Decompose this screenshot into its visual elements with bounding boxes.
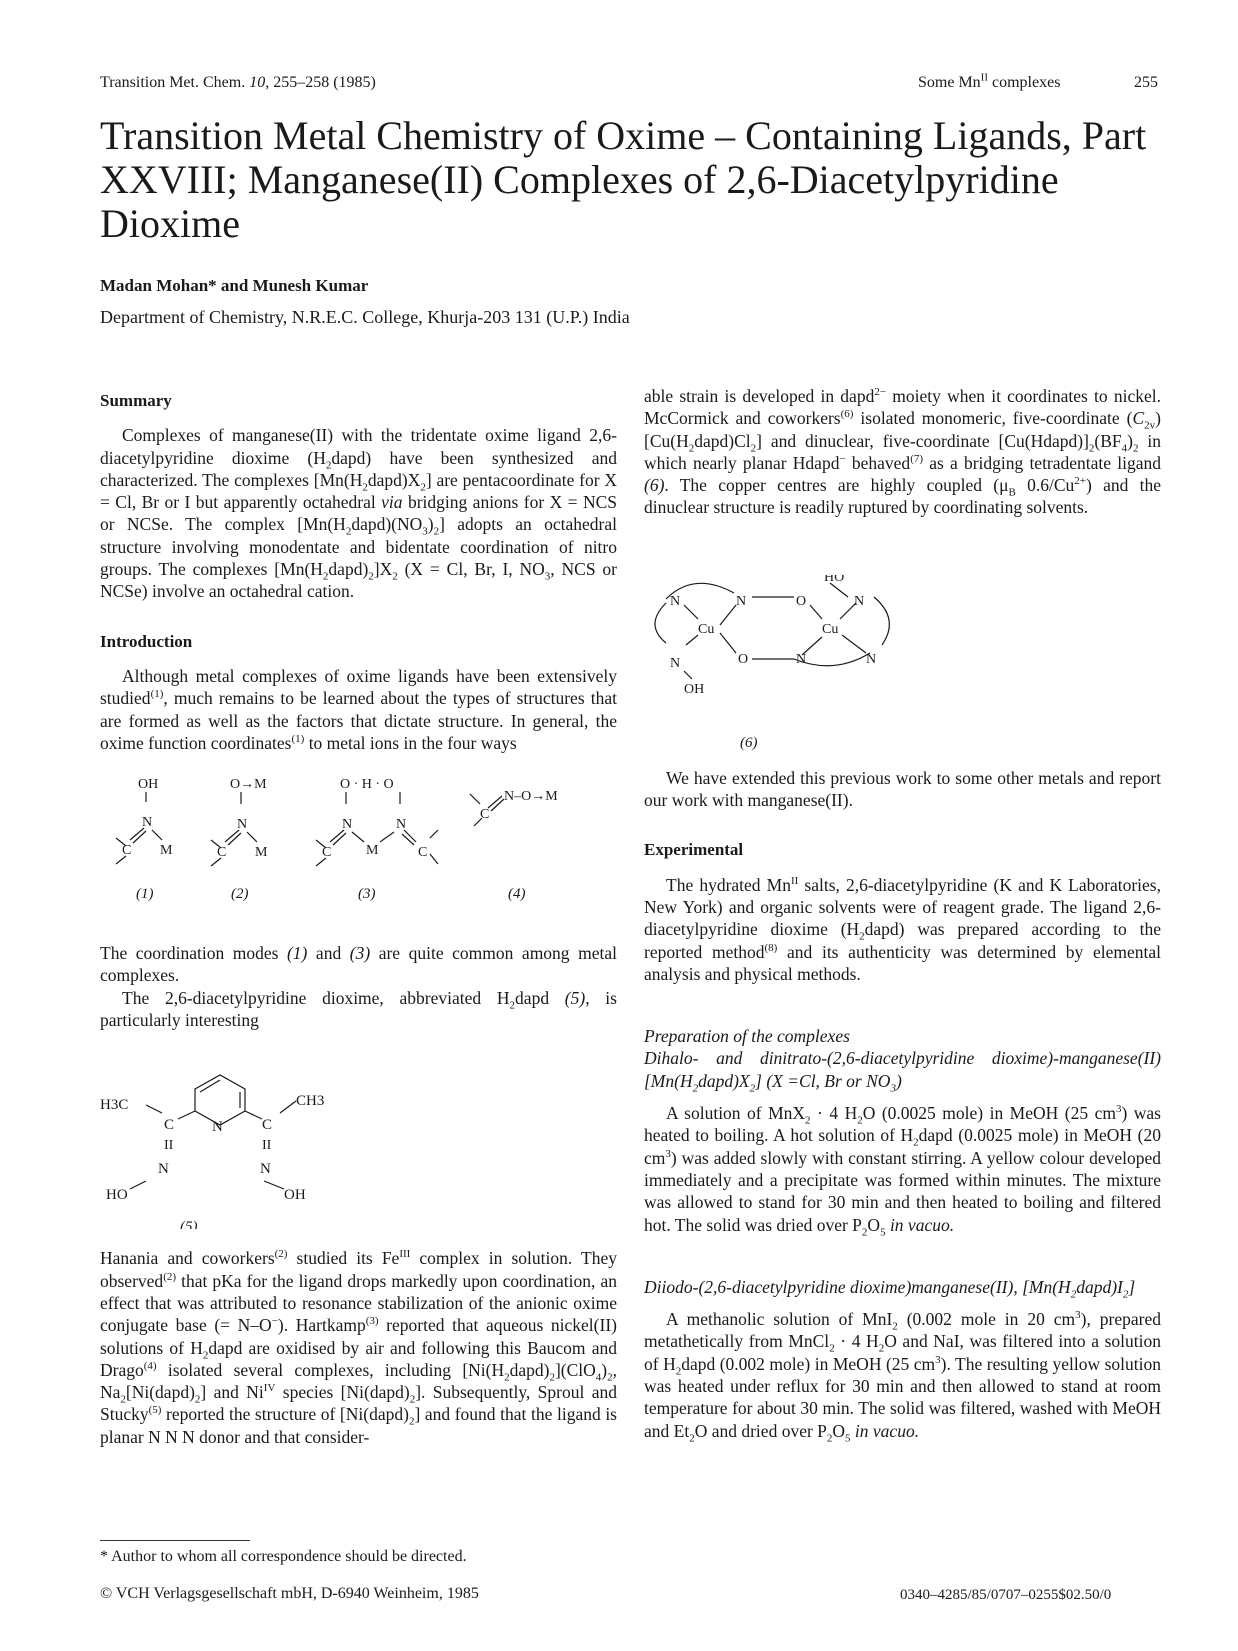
dihalo-procedure [644, 1102, 1161, 1239]
text: isolated several complexes, including [Ni(H [156, 1359, 505, 1380]
text: (5) [564, 987, 586, 1008]
text: to metal ions in the four ways [304, 732, 517, 753]
n-atom: N [212, 1119, 223, 1136]
text: via [381, 492, 403, 513]
oxime-c: C [322, 845, 332, 861]
preparation-heading: Preparation of the complexes [644, 1026, 850, 1047]
text: ). Hartkamp [277, 1315, 366, 1336]
diacetylpyridine-dioxime-structure [100, 1039, 617, 1229]
label-6: (6) [740, 734, 758, 751]
ho-group: HO [824, 574, 845, 585]
sub: 4 [1121, 442, 1128, 455]
sup: 3 [935, 1353, 941, 1366]
sub: B [1008, 486, 1016, 499]
c-atom: C [262, 1117, 273, 1134]
left-column [100, 390, 617, 1448]
text: ] and Ni [200, 1382, 264, 1403]
text: dapd)Cl [694, 430, 751, 451]
text: able strain is developed in dapd [644, 386, 875, 406]
diiodo-procedure [644, 1308, 1162, 1445]
text: · 4 H [810, 1103, 858, 1124]
double-bond: II [262, 1138, 272, 1154]
text: that pKa for the ligand drops markedly upon coordination, an effect that was attributed to resonance stabilization of the anionic oxime conjugate base (= N–O [100, 1270, 617, 1336]
sub: 2 [409, 1393, 416, 1406]
text: are quite common among metal complexes. [100, 943, 617, 986]
ref: (2) [163, 1270, 177, 1283]
oxime-n: N [396, 817, 407, 833]
text: Dihalo- and dinitrato-(2,6-diacetylpyridine dioxime)-manganese(II)[Mn(H [644, 1048, 1161, 1091]
text: , is particularly interesting [100, 987, 617, 1031]
text: ] [1128, 1276, 1136, 1297]
text: dapd (0.002 mole) in MeOH (25 cm [681, 1353, 936, 1374]
text: O [832, 1420, 846, 1441]
text: dapd are oxidised by air and following this Baucom and Drago [100, 1337, 617, 1380]
text: ) [601, 1359, 608, 1380]
text: in which nearly planar Hdapd [644, 430, 1161, 473]
oxime-c: C [217, 845, 227, 861]
cu-atom: Cu [822, 621, 839, 637]
text: species [Ni(dapd) [275, 1382, 410, 1403]
sub: 2 [325, 459, 332, 472]
intro-paragraph-4 [100, 1247, 617, 1448]
text: ) [895, 1070, 902, 1091]
text: reported that aqueous nickel(II) solutions of H [100, 1315, 617, 1358]
sub: 2 [692, 1082, 699, 1095]
ref: (6) [840, 408, 854, 421]
running-title-sup: II [980, 71, 988, 84]
text: ), prepared metathetically from MnCl [644, 1309, 1161, 1352]
sub: 2 [1132, 442, 1139, 455]
ref: (1) [150, 688, 164, 701]
journal-pages: , 255–258 (1985) [265, 74, 376, 91]
double-bond: II [164, 1138, 174, 1154]
oxime-n: N [142, 815, 153, 831]
ref: (7) [910, 453, 924, 466]
o-atom: O [738, 651, 749, 667]
text: , Na [100, 1359, 617, 1403]
oxime-coordination-modes [100, 770, 617, 940]
text: ) was added slowly with constant stirring. A yellow colour developed immediately and a precipitate was formed within minutes. The mixture was allowed to stand for 30 min and then heated to boiling and filtered hot. The solid was dried over P [644, 1147, 1161, 1235]
text: ) [427, 514, 434, 535]
text: dapd)I [1076, 1276, 1123, 1297]
text: C [1132, 408, 1145, 429]
sup: − [839, 453, 846, 466]
text: (3) [349, 943, 371, 964]
n-atom: N [670, 593, 681, 609]
text: O and NaI, was filtered into a solution of H [644, 1331, 1162, 1374]
article-code: 0340–4285/85/0707–0255$02.50/0 [900, 1587, 1112, 1603]
ref: (4) [143, 1360, 157, 1372]
article-title: Transition Metal Chemistry of Oxime – Containing Ligands, Part XXVIII; Manganese(II) Complexes of 2,6-Diacetylpyridine Dioxime [100, 113, 1147, 246]
sub: 2 [675, 1365, 682, 1378]
subheading-dihalo [644, 1047, 1161, 1095]
n-atom: N [796, 651, 807, 667]
sub: 3 [422, 525, 428, 538]
oh-group: OH [284, 1187, 306, 1204]
sup: 3 [1075, 1309, 1081, 1322]
text: bridging anions for X = NCS or NCSe. The complex [Mn(H [100, 492, 617, 535]
text: dapd) [509, 1359, 550, 1380]
sub: 2 [433, 525, 440, 538]
oxime-om: O→M [230, 777, 267, 793]
text: (X = Cl, Br, I, NO [397, 559, 545, 580]
sub: 2 [878, 1342, 885, 1355]
journal-volume: 10 [249, 74, 266, 91]
sup: III [399, 1248, 411, 1261]
intro-paragraph-3 [100, 987, 617, 1032]
sub: 3 [890, 1082, 896, 1095]
sub: 2 [509, 999, 516, 1012]
text: O (0.0025 mole) in MeOH (25 cm [862, 1103, 1116, 1124]
oxime-ohho: O · H · O [340, 777, 394, 793]
sub: 2 [202, 1349, 209, 1362]
copyright: © VCH Verlagsgesellschaft mbH, D-6940 Weinheim, 1985 [100, 1585, 479, 1602]
text: as a bridging tetradentate ligand [923, 452, 1161, 473]
label-3: (3) [358, 886, 376, 903]
text: (BF [1094, 430, 1122, 451]
figure-structure-5 [100, 1039, 617, 1229]
ref: (3) [365, 1315, 379, 1328]
text: and [307, 943, 350, 964]
label-2: (2) [231, 886, 249, 903]
text: ] adopts an octahedral structure involving monodentate and bidentate coordination of nitro groups. The complexes [Mn(H [100, 514, 617, 580]
text: (1) [286, 943, 308, 964]
text: ] are pentacoordinate for X = Cl, Br or I but apparently octahedral [100, 469, 617, 513]
sub: 2 [392, 570, 398, 583]
sub: 2 [913, 1136, 919, 1149]
text: ) [1127, 430, 1133, 451]
sub: 2 [420, 481, 426, 494]
oxime-m: M [366, 843, 379, 859]
cu-atom: Cu [698, 621, 715, 637]
oxime-n: N [342, 817, 353, 833]
ho-group: HO [106, 1187, 128, 1204]
ref: (8) [764, 941, 778, 954]
sub: 2v [1144, 419, 1156, 432]
text: dapd) [328, 559, 369, 580]
oxime-c: C [418, 845, 428, 861]
running-title [918, 71, 1061, 92]
sub: 2 [549, 1371, 555, 1384]
sub: 2 [861, 1226, 868, 1239]
sup: − [271, 1315, 278, 1328]
ch3-group: CH3 [296, 1093, 325, 1110]
text: salts, 2,6-diacetylpyridine (K and K Laboratories, New York) and organic solvents were of reagent grade. The ligand 2,6-diacetylpyridine dioxime (H [644, 874, 1161, 940]
n-atom: N [866, 651, 877, 667]
text: ]X [373, 559, 393, 580]
text: ]. Subsequently, Sproul and Stucky [100, 1382, 617, 1425]
text: dapd) was prepared according to the reported method [644, 919, 1161, 962]
sub: 2 [826, 1432, 833, 1445]
text: Although metal complexes of oxime ligands have been extensively studied [100, 665, 617, 709]
text: studied its Fe [287, 1248, 400, 1269]
text: (0.002 mole in 20 cm [897, 1309, 1076, 1330]
affiliation: Department of Chemistry, N.R.E.C. College, Khurja-203 131 (U.P.) India [100, 307, 630, 327]
oxime-c: C [122, 843, 132, 859]
sub: 2 [607, 1371, 613, 1384]
text: ] and found that the ligand is planar N N N donor and that consider- [100, 1404, 617, 1447]
sub: 2 [892, 1320, 898, 1333]
text: ) and the dinuclear structure is readily ruptured by coordinating solvents. [644, 475, 1161, 518]
running-title-rest: complexes [988, 74, 1061, 91]
right-paragraph-1 [644, 385, 1161, 519]
text: and its authenticity was determined by elemental analysis and physical methods. [644, 941, 1161, 984]
sub: 2 [194, 1393, 201, 1406]
summary-paragraph [100, 424, 617, 602]
ref: (5) [148, 1404, 162, 1417]
sub: 2 [859, 930, 865, 943]
h3c-group: H3C [100, 1097, 129, 1114]
right-column [644, 385, 1162, 1445]
label-5: (5) [180, 1219, 198, 1230]
text: Diiodo-(2,6-diacetylpyridine dioxime)manganese(II), [Mn(H [644, 1276, 1071, 1297]
ref: (2) [274, 1248, 288, 1261]
sub: 2 [805, 1114, 811, 1127]
text: (6) [644, 475, 665, 496]
oxime-nom: N–O→M [504, 789, 558, 805]
journal-citation [100, 74, 376, 92]
text: ) was heated to boiling. A hot solution of H [644, 1103, 1161, 1146]
text: O [867, 1214, 881, 1235]
n-atom: N [158, 1161, 169, 1178]
sup: 2− [874, 386, 887, 399]
text: , NCS or NCSe) involve an octahedral cation. [100, 559, 618, 602]
text: complex in solution. They observed [100, 1248, 617, 1291]
sup: 3 [665, 1147, 671, 1160]
sub: 3 [544, 570, 551, 583]
oxime-n: N [237, 817, 248, 833]
text: Complexes of manganese(II) with the tridentate oxime ligand 2,6-diacetylpyridine dioxime (H [100, 425, 617, 468]
journal-name: Transition Met. Chem. [100, 74, 250, 91]
text: dapd)X [367, 469, 421, 490]
oxime-m: M [255, 845, 268, 861]
text: A solution of MnX [666, 1103, 806, 1124]
sub: 2 [345, 525, 352, 538]
sub: 2 [1122, 1288, 1129, 1301]
text: moiety when it coordinates to nickel. McCormick and coworkers [644, 386, 1161, 429]
footnote-rule [100, 1540, 250, 1541]
text: dapd)X [698, 1070, 750, 1091]
text: ] (X =Cl, Br or NO [755, 1070, 891, 1091]
sub: 2 [750, 442, 757, 455]
sub: 2 [504, 1371, 510, 1384]
text: reported the structure of [Ni(dapd) [161, 1404, 409, 1425]
oxime-m: M [160, 843, 173, 859]
text: ](ClO [554, 1359, 596, 1380]
text: dapd (0.0025 mole) in MeOH (20 cm [644, 1125, 1161, 1168]
subheading-diiodo [644, 1276, 1161, 1301]
text: The 2,6-diacetylpyridine dioxime, abbreviated H [122, 987, 510, 1008]
oh-group: OH [684, 681, 705, 697]
sup: 3 [1115, 1103, 1122, 1116]
footnote: * Author to whom all correspondence should be directed. [100, 1548, 467, 1565]
text: isolated monomeric, five-coordinate ( [853, 408, 1133, 429]
sup: IV [263, 1382, 276, 1395]
c-atom: C [164, 1117, 175, 1134]
running-title-text: Some Mn [918, 74, 981, 91]
experimental-heading: Experimental [644, 840, 744, 860]
n-atom: N [260, 1161, 271, 1178]
text: ). The resulting yellow solution was heated under reflux for 30 min and then allowed to stand at room temperature for about 30 min. The solid was filtered, washed with MeOH and Et [644, 1353, 1161, 1441]
sub: 2 [829, 1342, 835, 1355]
introduction-heading: Introduction [100, 631, 193, 651]
sub: 2 [322, 570, 329, 583]
right-paragraph-2: We have extended this previous work to some other metals and report our work with manganese(II). [644, 767, 1161, 811]
summary-heading: Summary [100, 391, 172, 410]
page-number: 255 [1134, 74, 1158, 91]
sub: 2 [362, 481, 368, 494]
sub: 5 [880, 1226, 886, 1239]
text: behaved [845, 452, 911, 473]
sub: 2 [120, 1393, 126, 1406]
n-atom: N [670, 655, 681, 671]
text: dapd)(NO [351, 514, 423, 535]
sub: 2 [689, 1432, 695, 1445]
figure-structure-6 [644, 575, 1161, 765]
text: dapd [515, 987, 565, 1008]
experimental-paragraph [644, 874, 1161, 985]
authors: Madan Mohan* and Munesh Kumar [100, 276, 369, 295]
sub: 2 [368, 570, 374, 583]
label-1: (1) [136, 886, 154, 903]
text: 0.6/Cu [1015, 475, 1075, 496]
sub: 2 [749, 1082, 756, 1095]
dinuclear-copper-structure [644, 575, 1161, 765]
text: , much remains to be learned about the types of structures that are formed as well as the factors that dictate structure. In general, the oxime function coordinates [100, 688, 617, 753]
oxime-c: C [480, 807, 490, 823]
sup: 2+ [1074, 475, 1086, 488]
o-atom: O [796, 593, 807, 609]
text: Hanania and coworkers [100, 1248, 275, 1269]
sup: II [790, 874, 799, 887]
text: · 4 H [834, 1331, 879, 1352]
text: The hydrated Mn [666, 874, 791, 895]
sub: 5 [845, 1432, 851, 1445]
sub: 2 [1070, 1288, 1077, 1301]
ref: (1) [291, 733, 305, 746]
text: A methanolic solution of MnI [666, 1309, 893, 1330]
text: in vacuo. [885, 1214, 955, 1235]
sub: 2 [688, 442, 695, 455]
figure-structures-1-4 [100, 770, 617, 940]
oxime-oh: OH [138, 777, 159, 793]
text: The coordination modes [100, 943, 287, 964]
text: )[Cu(H [644, 408, 1161, 451]
sub: 2 [1088, 442, 1095, 455]
label-4: (4) [508, 886, 526, 903]
n-atom: N [854, 593, 865, 609]
text: [Ni(dapd) [125, 1382, 195, 1403]
sub: 2 [857, 1114, 863, 1127]
text: . The copper centres are highly coupled (μ [664, 475, 1009, 496]
sub: 2 [408, 1415, 415, 1428]
intro-paragraph-1 [100, 665, 617, 754]
text: O and dried over P [694, 1420, 827, 1441]
intro-paragraph-2 [100, 942, 617, 987]
sub: 4 [595, 1371, 602, 1384]
text: in vacuo. [850, 1420, 920, 1441]
text: ] and dinuclear, five-coordinate [Cu(Hdapd)] [756, 430, 1089, 451]
n-atom: N [736, 593, 747, 609]
text: dapd) have been synthesized and characterized. The complexes [Mn(H [100, 447, 617, 490]
